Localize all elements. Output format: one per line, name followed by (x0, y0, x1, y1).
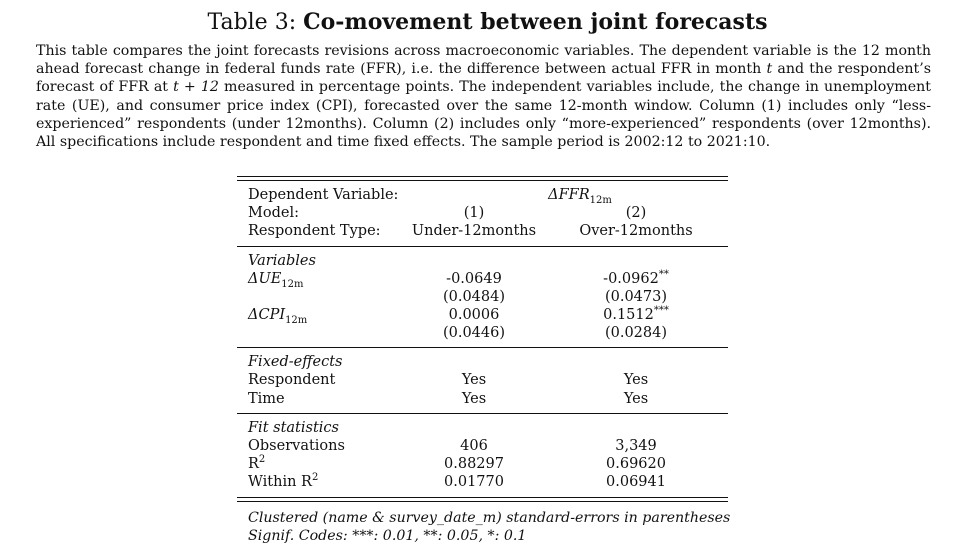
r2-2: 0.69620 (606, 456, 666, 472)
cpi-variable-label: $\Delta CPI_{12m}$ (248, 307, 308, 326)
dep-var-label: Dependent Variable: (248, 187, 399, 203)
within-r2-2: 0.06941 (606, 474, 666, 490)
observations-1: 406 (460, 438, 488, 454)
cpi-coef-2: 0.1512*** (603, 305, 669, 323)
table-caption (36, 42, 931, 151)
respondent-fe-2: Yes (623, 372, 649, 388)
model-1: (1) (463, 205, 485, 221)
fixed-effects-section-label: Fixed-effects (248, 354, 343, 370)
caption-part-3: measured in percentage points. The independent variables include, the change in unemployment rate (UE), and consumer price index (CPI), forecasted over the same 12-month window. Column (1) includes only “less-experienced” respondents (under 12months). Column (2) includes only “more-experienced” respondents (over 12months). All specifications include respondent and time fixed effects. The sample period is 2002:12 to 2021:10. (36, 79, 931, 151)
caption-part-1: This table compares the joint forecasts revisions across macroeconomic variables. The dependent variable is the 12 month ahead forecast change in federal funds rate (FFR), i.e. the difference between actual FFR in month (36, 43, 931, 78)
dep-var-name: $\Delta FFR_{12m}$ (548, 187, 612, 206)
fit-statistics-section-label: Fit statistics (248, 420, 339, 436)
time-fe-label: Time (248, 391, 285, 407)
variables-section-label: Variables (248, 253, 316, 269)
bottom-rule-2 (237, 501, 728, 502)
table-number: Table 3: (207, 10, 297, 35)
within-r2-label: Within $R^2$ (248, 472, 319, 490)
r2-label: $R^2$ (248, 454, 266, 472)
ue-se-2: (0.0473) (604, 289, 668, 305)
signif-codes-note: Signif. Codes: ***: 0.01, **: 0.05, *: 0.1 (248, 528, 527, 544)
ue-coef-1: -0.0649 (446, 271, 502, 287)
fixed-effects-rule (237, 413, 728, 414)
caption-var-t12: t + 12 (173, 79, 219, 96)
caption-var-t: t (766, 61, 773, 78)
ue-coef-2: -0.0962** (603, 269, 669, 287)
caption-part-2: and the respondent’s forecast of FFR at (36, 61, 931, 96)
r2-1: 0.88297 (444, 456, 504, 472)
time-fe-2: Yes (623, 391, 649, 407)
cpi-coef-1: 0.0006 (448, 307, 500, 323)
top-rule-2 (237, 180, 728, 181)
observations-label: Observations (248, 438, 345, 454)
bottom-rule-1 (237, 497, 728, 498)
top-rule-1 (237, 176, 728, 177)
model-label: Model: (248, 205, 299, 221)
observations-2: 3,349 (615, 438, 657, 454)
variables-rule (237, 347, 728, 348)
respondent-type-1: Under-12months (411, 223, 537, 239)
clustered-se-note: Clustered (name & survey_date_m) standard-errors in parentheses (248, 510, 731, 526)
respondent-type-label: Respondent Type: (248, 223, 381, 239)
respondent-fe-label: Respondent (248, 372, 336, 388)
respondent-fe-1: Yes (461, 372, 487, 388)
ue-variable-label: $\Delta UE_{12m}$ (248, 271, 304, 290)
ue-se-1: (0.0484) (442, 289, 506, 305)
respondent-type-2: Over-12months (579, 223, 693, 239)
time-fe-1: Yes (461, 391, 487, 407)
within-r2-1: 0.01770 (444, 474, 504, 490)
cpi-se-2: (0.0284) (604, 325, 668, 341)
model-2: (2) (625, 205, 647, 221)
table-title (0, 8, 975, 37)
table-title-text: Co-movement between joint forecasts (303, 9, 768, 35)
cpi-se-1: (0.0446) (442, 325, 506, 341)
header-rule (237, 246, 728, 247)
